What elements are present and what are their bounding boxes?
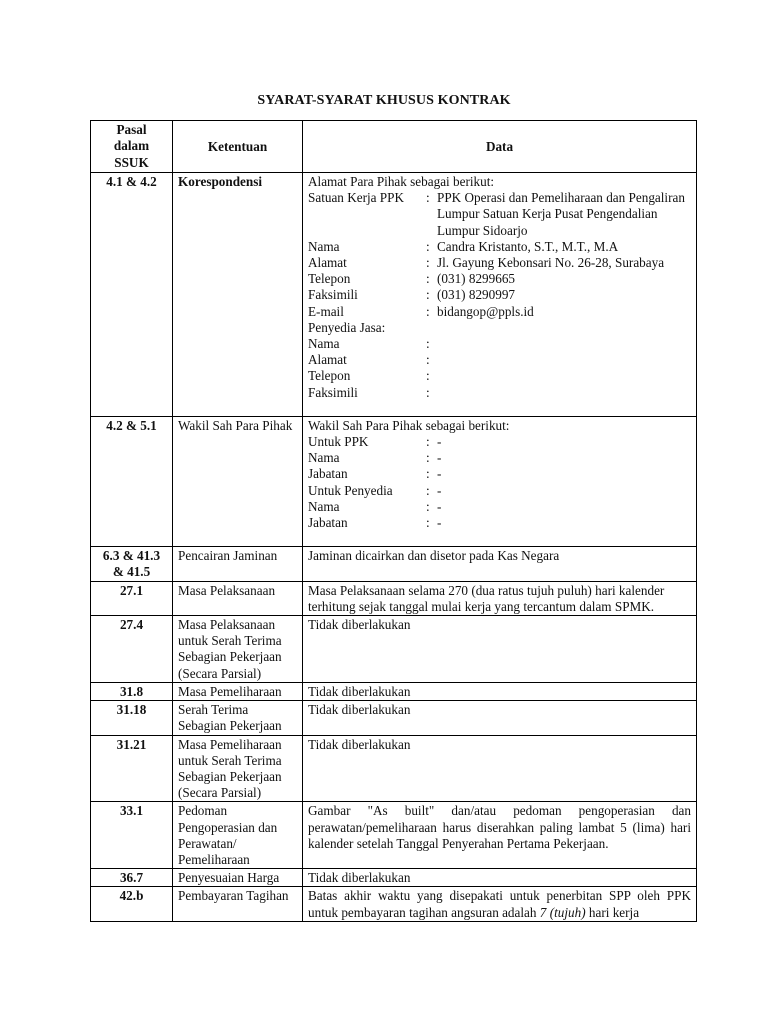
pasal-cell: 27.1 [91, 581, 173, 615]
ketentuan-line: Masa Pelaksanaan [178, 617, 276, 633]
field-row [308, 466, 691, 482]
field-separator: : [426, 482, 430, 498]
field-separator [426, 320, 437, 336]
field-row [308, 352, 691, 368]
field-separator: : [426, 255, 430, 271]
header-pasal-line: dalam [113, 138, 150, 154]
field-label: Nama [308, 450, 340, 466]
field-label: Telepon [308, 368, 351, 384]
pasal-cell: 31.8 [91, 682, 173, 700]
field-row [308, 336, 691, 352]
ketentuan-line: Serah Terima [178, 702, 249, 718]
field-separator: : [426, 515, 430, 531]
ketentuan-cell: Penyesuaian Harga [173, 869, 303, 887]
field-value [437, 320, 691, 336]
ketentuan-cell: Korespondensi [173, 173, 303, 417]
field-value [437, 352, 691, 368]
table-row [91, 616, 697, 683]
document-title: SYARAT-SYARAT KHUSUS KONTRAK [257, 93, 511, 108]
field-separator: : [426, 287, 430, 303]
table-row [91, 869, 697, 887]
field-list [308, 190, 691, 401]
field-value: PPK Operasi dan Pemeliharaan dan Pengaliran Lumpur Satuan Kerja Pusat Pengendalian Lumpur Sidoarjo [437, 190, 685, 238]
field-separator: : [426, 498, 430, 514]
header-pasal-line: SSUK [114, 154, 149, 170]
tagihan-text: Batas akhir waktu yang disepakati untuk penerbitan SPP oleh PPK untuk pembayaran tagihan angsuran adalah [308, 888, 691, 920]
field-value: - [437, 515, 442, 531]
field-separator: : [426, 271, 430, 287]
pasal-cell: 4.1 & 4.2 [91, 173, 173, 417]
ketentuan-line: (Secara Parsial) [178, 665, 262, 681]
table-row [91, 802, 697, 869]
ketentuan-cell: Masa Pelaksanaan [173, 581, 303, 615]
field-label: Jabatan [308, 515, 348, 531]
field-label: Telepon [308, 271, 351, 287]
data-cell: Tidak diberlakukan [303, 616, 697, 683]
ketentuan-cell [173, 616, 303, 683]
field-label: Alamat [308, 352, 347, 368]
field-label: E-mail [308, 303, 344, 319]
pasal-cell: 31.18 [91, 701, 173, 735]
field-separator: : [426, 368, 430, 384]
field-separator: : [426, 450, 430, 466]
ketentuan-line: Pedoman [178, 803, 228, 819]
ketentuan-cell [173, 802, 303, 869]
field-row [308, 385, 691, 401]
field-row [308, 271, 691, 287]
ketentuan-line: Pengoperasian dan [178, 819, 278, 835]
ketentuan-cell [173, 735, 303, 802]
pasal-cell: 36.7 [91, 869, 173, 887]
header-data: Data [303, 121, 697, 173]
ketentuan-line: (Secara Parsial) [178, 785, 262, 801]
field-value: (031) 8299665 [437, 271, 516, 287]
field-value [437, 368, 691, 384]
ketentuan-line: Perawatan/ [178, 835, 237, 851]
ketentuan-cell [173, 701, 303, 735]
data-cell: Masa Pelaksanaan selama 270 (dua ratus tujuh puluh) hari kalender terhitung sejak tanggal mulai kerja yang tercantum dalam SPMK. [303, 581, 697, 615]
table-row [91, 416, 697, 546]
table-row [91, 701, 697, 735]
pasal-cell: 27.4 [91, 616, 173, 683]
field-separator: : [426, 303, 430, 319]
field-separator: : [426, 352, 430, 368]
table-row [91, 682, 697, 700]
field-row [308, 483, 691, 499]
data-intro: Wakil Sah Para Pihak sebagai berikut: [308, 417, 510, 433]
field-value: bidangop@ppls.id [437, 303, 534, 319]
table-row [91, 173, 697, 417]
ketentuan-cell: Pembayaran Tagihan [173, 887, 303, 921]
field-label: Faksimili [308, 287, 358, 303]
field-value [437, 385, 691, 401]
pasal-cell: 42.b [91, 887, 173, 921]
header-pasal-line: Pasal [116, 122, 147, 138]
field-value: - [437, 434, 442, 450]
ketentuan-cell: Wakil Sah Para Pihak [173, 416, 303, 546]
pasal-cell: 4.2 & 5.1 [91, 416, 173, 546]
field-label: Nama [308, 336, 340, 352]
data-cell [303, 887, 697, 921]
table-header-row [91, 121, 697, 173]
field-separator: : [426, 384, 430, 400]
field-separator: : [426, 238, 430, 254]
field-label: Alamat [308, 255, 347, 271]
tagihan-text-end: hari kerja [588, 904, 640, 920]
ketentuan-line: Sebagian Pekerjaan [178, 649, 282, 665]
field-value: Candra Kristanto, S.T., M.T., M.A [437, 238, 619, 254]
field-label: Nama [308, 498, 340, 514]
field-label: Satuan Kerja PPK [308, 190, 404, 206]
ketentuan-line: Sebagian Pekerjaan [178, 768, 282, 784]
ketentuan-line: Sebagian Pekerjaan [178, 718, 282, 734]
data-cell: Gambar "As built" dan/atau pedoman pengoperasian dan perawatan/pemeliharaan harus diserahkan paling lambat 5 (lima) hari kalender setelah Tanggal Penyerahan Pertama Pekerjaan. [303, 802, 697, 869]
field-row [308, 499, 691, 515]
data-cell: Tidak diberlakukan [303, 701, 697, 735]
ketentuan-line: untuk Serah Terima [178, 633, 282, 649]
field-label: Untuk PPK [308, 434, 369, 450]
field-value: - [437, 498, 442, 514]
field-label: Untuk Penyedia [308, 482, 393, 498]
field-row [308, 515, 691, 531]
ketentuan-cell: Pencairan Jaminan [173, 547, 303, 581]
table-row [91, 887, 697, 921]
field-label: Nama [308, 238, 340, 254]
pasal-line: 6.3 & 41.3 [102, 548, 161, 564]
field-separator: : [426, 336, 430, 352]
data-cell: Tidak diberlakukan [303, 869, 697, 887]
table-row [91, 547, 697, 581]
pasal-cell: 33.1 [91, 802, 173, 869]
field-label: Penyedia Jasa: [308, 319, 386, 335]
header-pasal [91, 121, 173, 173]
field-label: Faksimili [308, 384, 358, 400]
data-cell: Tidak diberlakukan [303, 735, 697, 802]
field-separator: : [426, 190, 430, 206]
field-value: Jl. Gayung Kebonsari No. 26-28, Surabaya [437, 255, 665, 271]
field-row [308, 320, 691, 336]
field-value: - [437, 466, 442, 482]
pasal-cell: 31.21 [91, 735, 173, 802]
table-row [91, 735, 697, 802]
field-value: (031) 8290997 [437, 287, 516, 303]
field-row [308, 434, 691, 450]
field-row [308, 190, 691, 239]
data-cell [303, 416, 697, 546]
field-label: Jabatan [308, 466, 348, 482]
pasal-line: & 41.5 [112, 564, 151, 580]
field-row [308, 255, 691, 271]
contract-table [90, 120, 697, 922]
header-ketentuan: Ketentuan [173, 121, 303, 173]
data-cell: Tidak diberlakukan [303, 682, 697, 700]
field-value: - [437, 482, 442, 498]
data-intro: Alamat Para Pihak sebagai berikut: [308, 174, 495, 189]
field-row [308, 239, 691, 255]
pasal-cell [91, 547, 173, 581]
ketentuan-line: Pemeliharaan [178, 851, 250, 867]
field-row [308, 287, 691, 303]
field-row [308, 368, 691, 384]
tagihan-italic: 7 (tujuh) [539, 904, 586, 920]
field-row [308, 450, 691, 466]
ketentuan-cell: Masa Pemeliharaan [173, 682, 303, 700]
field-value [437, 336, 691, 352]
field-list [308, 434, 691, 531]
data-cell [303, 173, 697, 417]
field-value: - [437, 450, 442, 466]
ketentuan-line: untuk Serah Terima [178, 752, 282, 768]
data-cell: Jaminan dicairkan dan disetor pada Kas Negara [303, 547, 697, 581]
field-separator: : [426, 434, 430, 450]
ketentuan-line: Masa Pemeliharaan [178, 736, 282, 752]
table-row [91, 581, 697, 615]
field-separator: : [426, 466, 430, 482]
field-row [308, 304, 691, 320]
